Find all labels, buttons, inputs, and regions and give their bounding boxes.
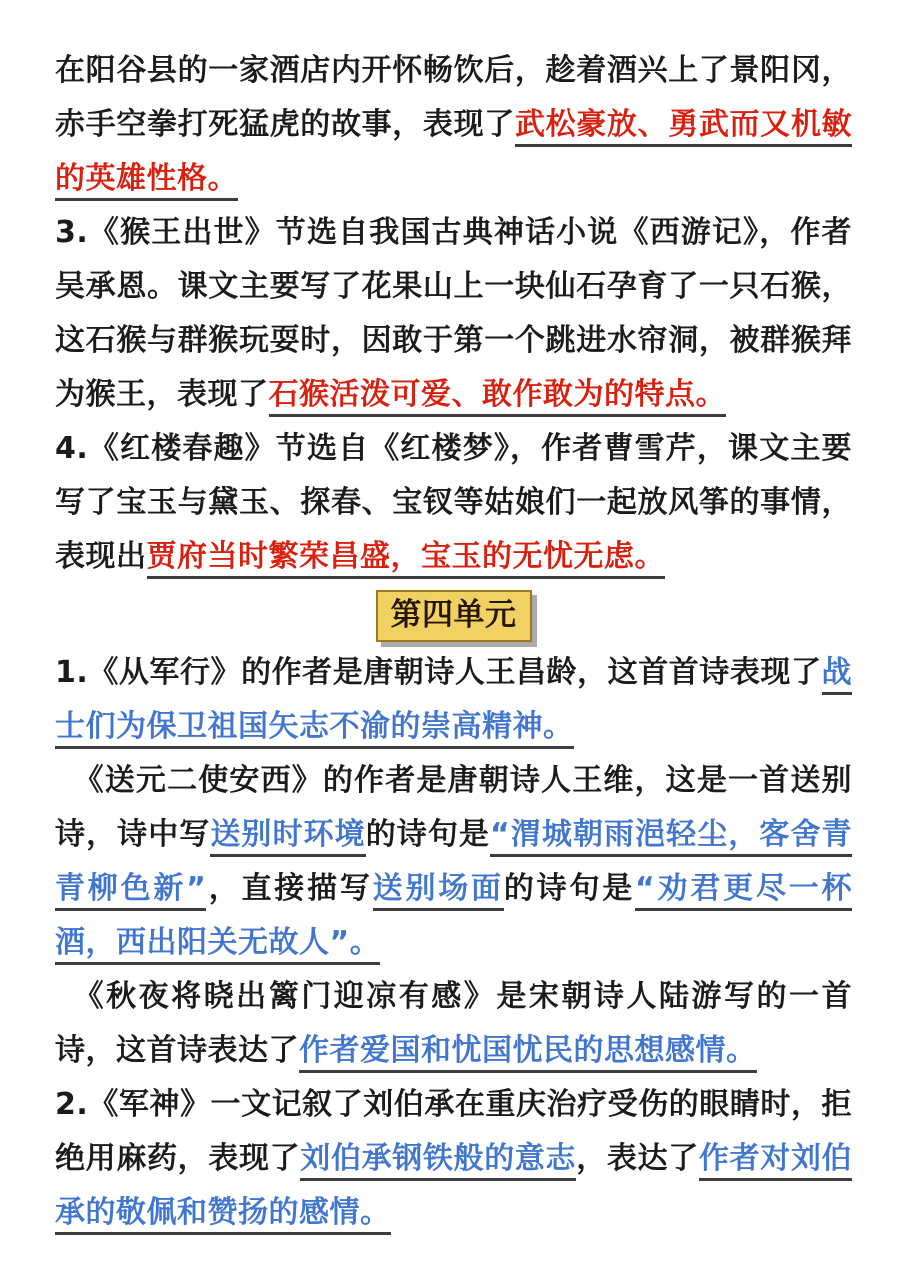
text-segment: 《秋夜将晓出篱门迎凉有感》是宋朝诗人陆游写的一首诗，这首诗表达了 [55,979,852,1068]
blue-underlined-segment: 战士们为保卫祖国矢志不渝的崇高精神。 [55,655,852,749]
blue-underlined-segment: 送别场面 [373,871,504,911]
text-segment: 3.《猴王出世》节选自我国古典神话小说《西游记》，作者吴承恩。课文主要写了花果山上一块仙石孕育了一只石猴，这石猴与群猴玩耍时，因敢于第一个跳进水帘洞，被群猴拜为猴王，表现了 [55,215,852,412]
red-underlined-segment: 石猴活泼可爱、敢作敢为的特点。 [269,377,727,417]
paragraph [55,44,852,206]
text-segment: 在阳谷县的一家酒店内开怀畅饮后，趁着酒兴上了景阳冈，赤手空拳打死猛虎的故事，表现了 [55,53,852,142]
text-segment: 的诗句是 [503,871,636,906]
paragraph [55,646,852,754]
text-segment: 1.《从军行》的作者是唐朝诗人王昌龄，这首首诗表现了 [55,655,822,690]
paragraph [55,206,852,422]
paragraph [55,422,852,584]
blue-underlined-segment: 作者对刘伯承的敬佩和赞扬的感情。 [55,1141,852,1235]
text-segment: ，表达了 [576,1141,699,1176]
text-segment: 的诗句是 [365,817,491,852]
text-segment: 4.《红楼春趣》节选自《红楼梦》，作者曹雪芹，课文主要写了宝玉与黛玉、探春、宝钗等姑娘们一起放风筝的事情，表现出 [55,431,852,574]
paragraph [55,754,852,970]
section-heading [55,589,852,643]
red-underlined-segment: 武松豪放、勇武而又机敏的英雄性格。 [55,107,852,201]
text-segment: 《送元二使安西》的作者是唐朝诗人王维，这是一首送别诗，诗中写 [55,763,852,852]
section-heading-label: 第四单元 [376,590,532,642]
paragraph [55,970,852,1078]
text-segment: ，直接描写 [206,871,373,906]
blue-underlined-segment: 作者爱国和忧国忧民的思想感情。 [299,1033,757,1073]
blue-underlined-segment: “劝君更尽一杯酒，西出阳关无故人”。 [55,871,852,965]
blue-underlined-segment: 刘伯承钢铁般的意志 [300,1141,576,1181]
text-segment: 2.《军神》一文记叙了刘伯承在重庆治疗受伤的眼睛时，拒绝用麻药，表现了 [55,1087,852,1176]
blue-underlined-segment: “渭城朝雨浥轻尘，客舍青青柳色新” [55,817,852,911]
document-body [55,44,852,1240]
blue-underlined-segment: 送别时环境 [210,817,365,857]
paragraph [55,1078,852,1240]
red-underlined-segment: 贾府当时繁荣昌盛，宝玉的无忧无虑。 [147,539,666,579]
